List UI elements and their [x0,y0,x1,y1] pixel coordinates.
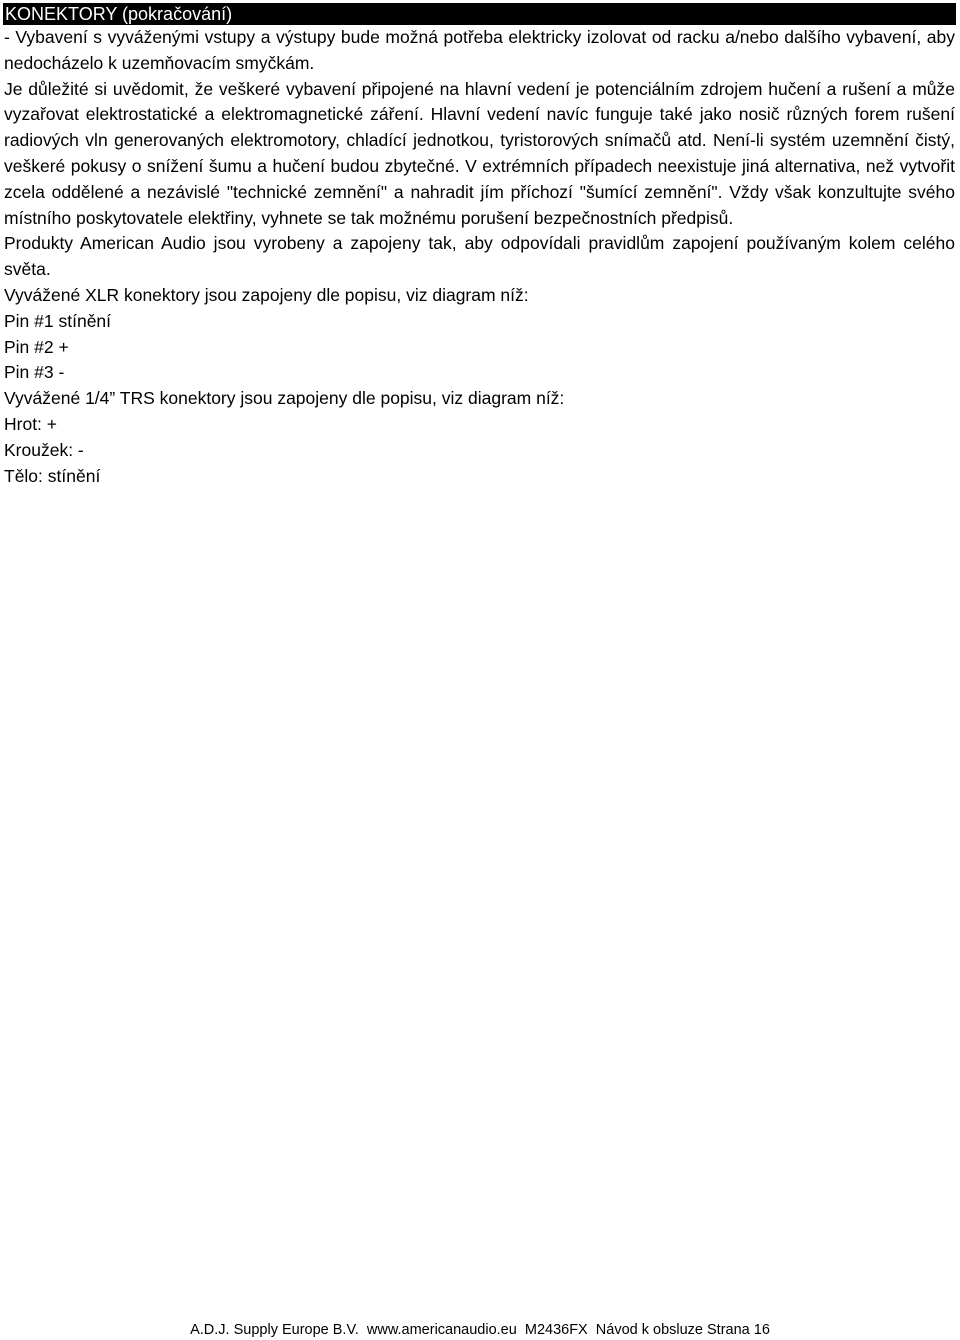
trs-intro: Vyvážené 1/4” TRS konektory jsou zapojeny dle popisu, viz diagram níž: [4,388,565,409]
trs-sleeve: Tělo: stínění [4,465,101,486]
xlr-pin-2: Pin #2 + [4,336,69,357]
trs-ring: Kroužek: - [4,439,84,460]
footer-text: A.D.J. Supply Europe B.V. www.americanaudio.eu M2436FX Návod k obsluze Strana 16 [190,1322,770,1338]
xlr-intro: Vyvážené XLR konektory jsou zapojeny dle popisu, viz diagram níž: [4,284,529,305]
paragraph-mains-noise: Je důležité si uvědomit, že veškeré vybavení připojené na hlavní vedení je potenciálním zdrojem hučení a rušení a může vyzařovat elektrostatické a elektromagnetické záření. Hlavní vedení navíc funguje také jako nosič různých forem rušení radiových vln generovaných elektromotory, chladící jednotkou, tyristorových snímačů atd. Není-li systém uzemnění čistý, veškeré pokusy o snížení šumu a hučení budou zbytečné. V extrémních případech neexistuje jiná alternativa, než vytvořit zcela oddělené a nezávislé "technické zemnění" a nahradit jím příchozí "šumící zemnění". Vždy však konzultujte svého místního poskytovatele elektřiny, vyhnete se tak možnému porušení bezpečnostních předpisů. [4,78,955,228]
page-footer [0,1321,960,1339]
paragraph-isolation: - Vybavení s vyváženými vstupy a výstupy bude možná potřeba elektricky izolovat od racku a/nebo dalšího vybavení, aby nedocházelo k uzemňovacím smyčkám. [4,27,955,73]
paragraph-wiring-standards: Produkty American Audio jsou vyrobeny a zapojeny tak, aby odpovídali pravidlům zapojení používaným kolem celého světa. [4,233,955,280]
xlr-pin-1: Pin #1 stínění [4,310,112,331]
section-header: KONEKTORY (pokračování) [3,3,956,25]
xlr-pin-3: Pin #3 - [4,362,65,383]
document-page [3,3,956,489]
trs-tip: Hrot: + [4,413,58,434]
